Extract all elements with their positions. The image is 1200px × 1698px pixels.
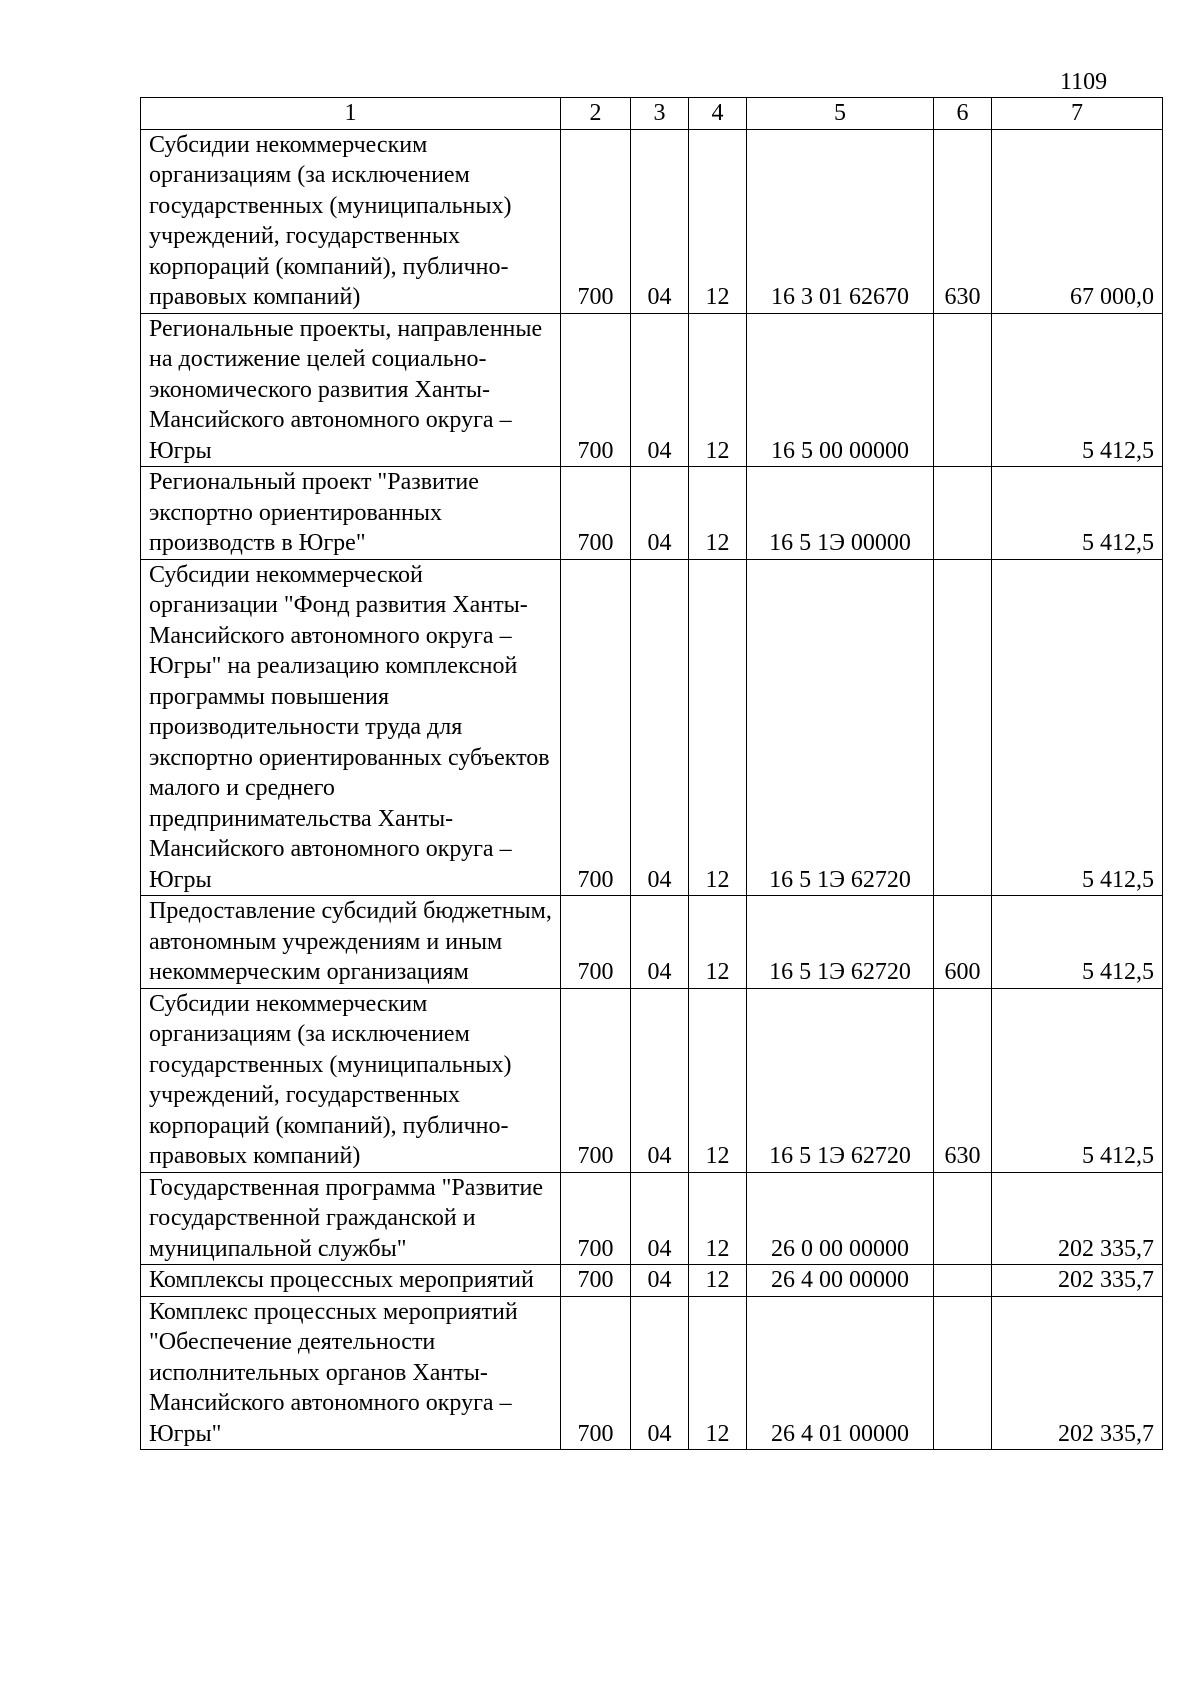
row-cell-6 <box>934 313 992 467</box>
row-cell-3: 04 <box>631 896 689 989</box>
row-name-cell: Региональные проекты, направленные на достижение целей социально-экономического развития Ханты-Мансийского автономного округа – Югры <box>141 313 561 467</box>
row-cell-2: 700 <box>561 467 631 560</box>
row-name-cell: Региональный проект "Развитие экспортно ориентированных производств в Югре" <box>141 467 561 560</box>
row-name-cell: Государственная программа "Развитие государственной гражданской и муниципальной службы" <box>141 1172 561 1265</box>
row-cell-4: 12 <box>689 559 747 896</box>
row-cell-7: 5 412,5 <box>992 313 1163 467</box>
column-header: 3 <box>631 98 689 130</box>
row-cell-7: 5 412,5 <box>992 896 1163 989</box>
row-cell-7: 5 412,5 <box>992 559 1163 896</box>
row-name-cell: Субсидии некоммерческим организациям (за исключением государственных (муниципальных) учреждений, государственных корпораций (компаний), публично-правовых компаний) <box>141 988 561 1172</box>
row-cell-3: 04 <box>631 313 689 467</box>
row-cell-4: 12 <box>689 896 747 989</box>
row-cell-6 <box>934 1265 992 1297</box>
row-cell-3: 04 <box>631 1296 689 1450</box>
column-header: 6 <box>934 98 992 130</box>
row-cell-3: 04 <box>631 129 689 313</box>
row-cell-2: 700 <box>561 1172 631 1265</box>
row-cell-6 <box>934 1172 992 1265</box>
column-header: 2 <box>561 98 631 130</box>
row-cell-5: 26 4 00 00000 <box>747 1265 934 1297</box>
row-cell-5: 16 5 1Э 00000 <box>747 467 934 560</box>
table-row <box>141 1172 1163 1265</box>
row-cell-6 <box>934 467 992 560</box>
header-row <box>141 98 1163 130</box>
table-row <box>141 129 1163 313</box>
budget-table <box>140 97 1163 1450</box>
row-cell-2: 700 <box>561 313 631 467</box>
row-cell-5: 16 5 1Э 62720 <box>747 896 934 989</box>
row-name-cell: Субсидии некоммерческим организациям (за исключением государственных (муниципальных) учреждений, государственных корпораций (компаний), публично-правовых компаний) <box>141 129 561 313</box>
page-number: 1109 <box>1060 69 1108 95</box>
row-cell-5: 16 5 00 00000 <box>747 313 934 467</box>
row-cell-4: 12 <box>689 1296 747 1450</box>
table-row <box>141 1296 1163 1450</box>
row-cell-6: 600 <box>934 896 992 989</box>
row-cell-2: 700 <box>561 896 631 989</box>
column-header: 1 <box>141 98 561 130</box>
row-cell-7: 67 000,0 <box>992 129 1163 313</box>
row-name-cell: Комплексы процессных мероприятий <box>141 1265 561 1297</box>
row-cell-5: 26 4 01 00000 <box>747 1296 934 1450</box>
table-row <box>141 988 1163 1172</box>
row-cell-3: 04 <box>631 467 689 560</box>
row-cell-4: 12 <box>689 988 747 1172</box>
row-cell-5: 16 3 01 62670 <box>747 129 934 313</box>
row-cell-3: 04 <box>631 1265 689 1297</box>
row-name-cell: Комплекс процессных мероприятий "Обеспечение деятельности исполнительных органов Ханты-Мансийского автономного округа – Югры" <box>141 1296 561 1450</box>
row-cell-5: 26 0 00 00000 <box>747 1172 934 1265</box>
column-header: 5 <box>747 98 934 130</box>
table-row <box>141 313 1163 467</box>
row-cell-4: 12 <box>689 1265 747 1297</box>
row-cell-5: 16 5 1Э 62720 <box>747 988 934 1172</box>
row-cell-6: 630 <box>934 129 992 313</box>
row-cell-3: 04 <box>631 1172 689 1265</box>
column-header: 4 <box>689 98 747 130</box>
table-row <box>141 896 1163 989</box>
row-cell-3: 04 <box>631 559 689 896</box>
row-cell-4: 12 <box>689 129 747 313</box>
column-header: 7 <box>992 98 1163 130</box>
row-cell-3: 04 <box>631 988 689 1172</box>
row-cell-4: 12 <box>689 467 747 560</box>
row-cell-7: 5 412,5 <box>992 988 1163 1172</box>
table-row <box>141 559 1163 896</box>
row-cell-4: 12 <box>689 313 747 467</box>
row-cell-7: 202 335,7 <box>992 1172 1163 1265</box>
row-cell-6 <box>934 1296 992 1450</box>
row-cell-2: 700 <box>561 1296 631 1450</box>
row-cell-7: 202 335,7 <box>992 1296 1163 1450</box>
row-cell-7: 202 335,7 <box>992 1265 1163 1297</box>
row-cell-2: 700 <box>561 559 631 896</box>
row-name-cell: Субсидии некоммерческой организации "Фонд развития Ханты-Мансийского автономного округа – Югры" на реализацию комплексной программы повышения производительности труда для экспортно ориентированных субъектов малого и среднего предпринимательства Ханты-Мансийского автономного округа – Югры <box>141 559 561 896</box>
row-cell-6 <box>934 559 992 896</box>
row-cell-7: 5 412,5 <box>992 467 1163 560</box>
row-cell-2: 700 <box>561 988 631 1172</box>
row-cell-2: 700 <box>561 129 631 313</box>
row-cell-6: 630 <box>934 988 992 1172</box>
table-row <box>141 467 1163 560</box>
table-row <box>141 1265 1163 1297</box>
row-cell-2: 700 <box>561 1265 631 1297</box>
row-cell-4: 12 <box>689 1172 747 1265</box>
row-cell-5: 16 5 1Э 62720 <box>747 559 934 896</box>
row-name-cell: Предоставление субсидий бюджетным, автономным учреждениям и иным некоммерческим организациям <box>141 896 561 989</box>
